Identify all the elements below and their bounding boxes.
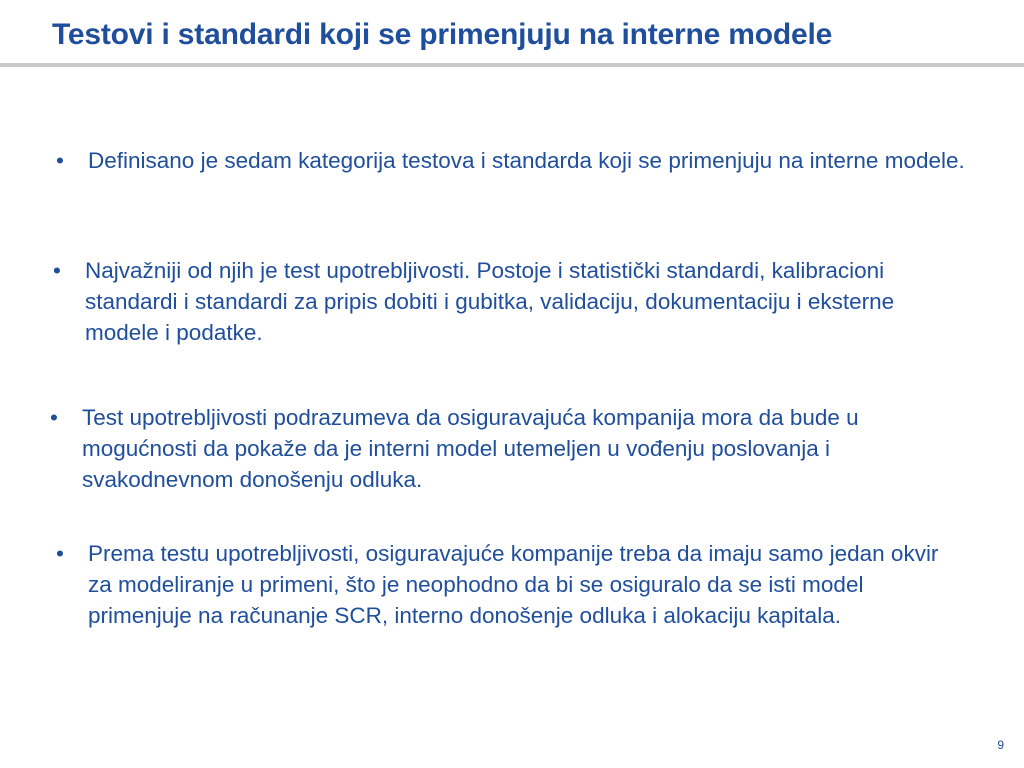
bullet-text: Najvažniji od njih je test upotrebljivosti. Postoje i statistički standardi, kalibracioni standardi i standardi za pripis dobiti i gubitka, validaciju, dokumentaciju i eksterne modele i podatke. (85, 258, 895, 345)
slide-title: Testovi i standardi koji se primenjuju na interne modele (52, 18, 833, 51)
bullet-item-1 (56, 145, 968, 176)
bullet-marker: • (53, 258, 61, 283)
bullet-marker: • (56, 541, 64, 566)
bullet-text: Prema testu upotrebljivosti, osiguravajuće kompanije treba da imaju samo jedan okvir za modeliranje u primeni, što je neophodno da bi se osiguralo da se isti model primenjuje na računanje SCR, interno donošenje odluka i alokaciju kapitala. (88, 541, 939, 628)
bullet-text: Test upotrebljivosti podrazumeva da osiguravajuća kompanija mora da bude u mogućnosti da pokaže da je interni model utemeljen u vođenju poslovanja i svakodnevnom donošenju odluka. (82, 405, 859, 492)
bullet-item-4 (56, 538, 968, 631)
page-number: 9 (997, 738, 1004, 752)
title-divider (0, 63, 1024, 67)
bullet-marker: • (50, 405, 58, 430)
bullet-item-3 (50, 402, 962, 495)
bullet-marker: • (56, 148, 64, 173)
bullet-item-2 (53, 255, 965, 348)
bullet-text: Definisano je sedam kategorija testova i standarda koji se primenjuju na interne modele. (88, 148, 965, 173)
